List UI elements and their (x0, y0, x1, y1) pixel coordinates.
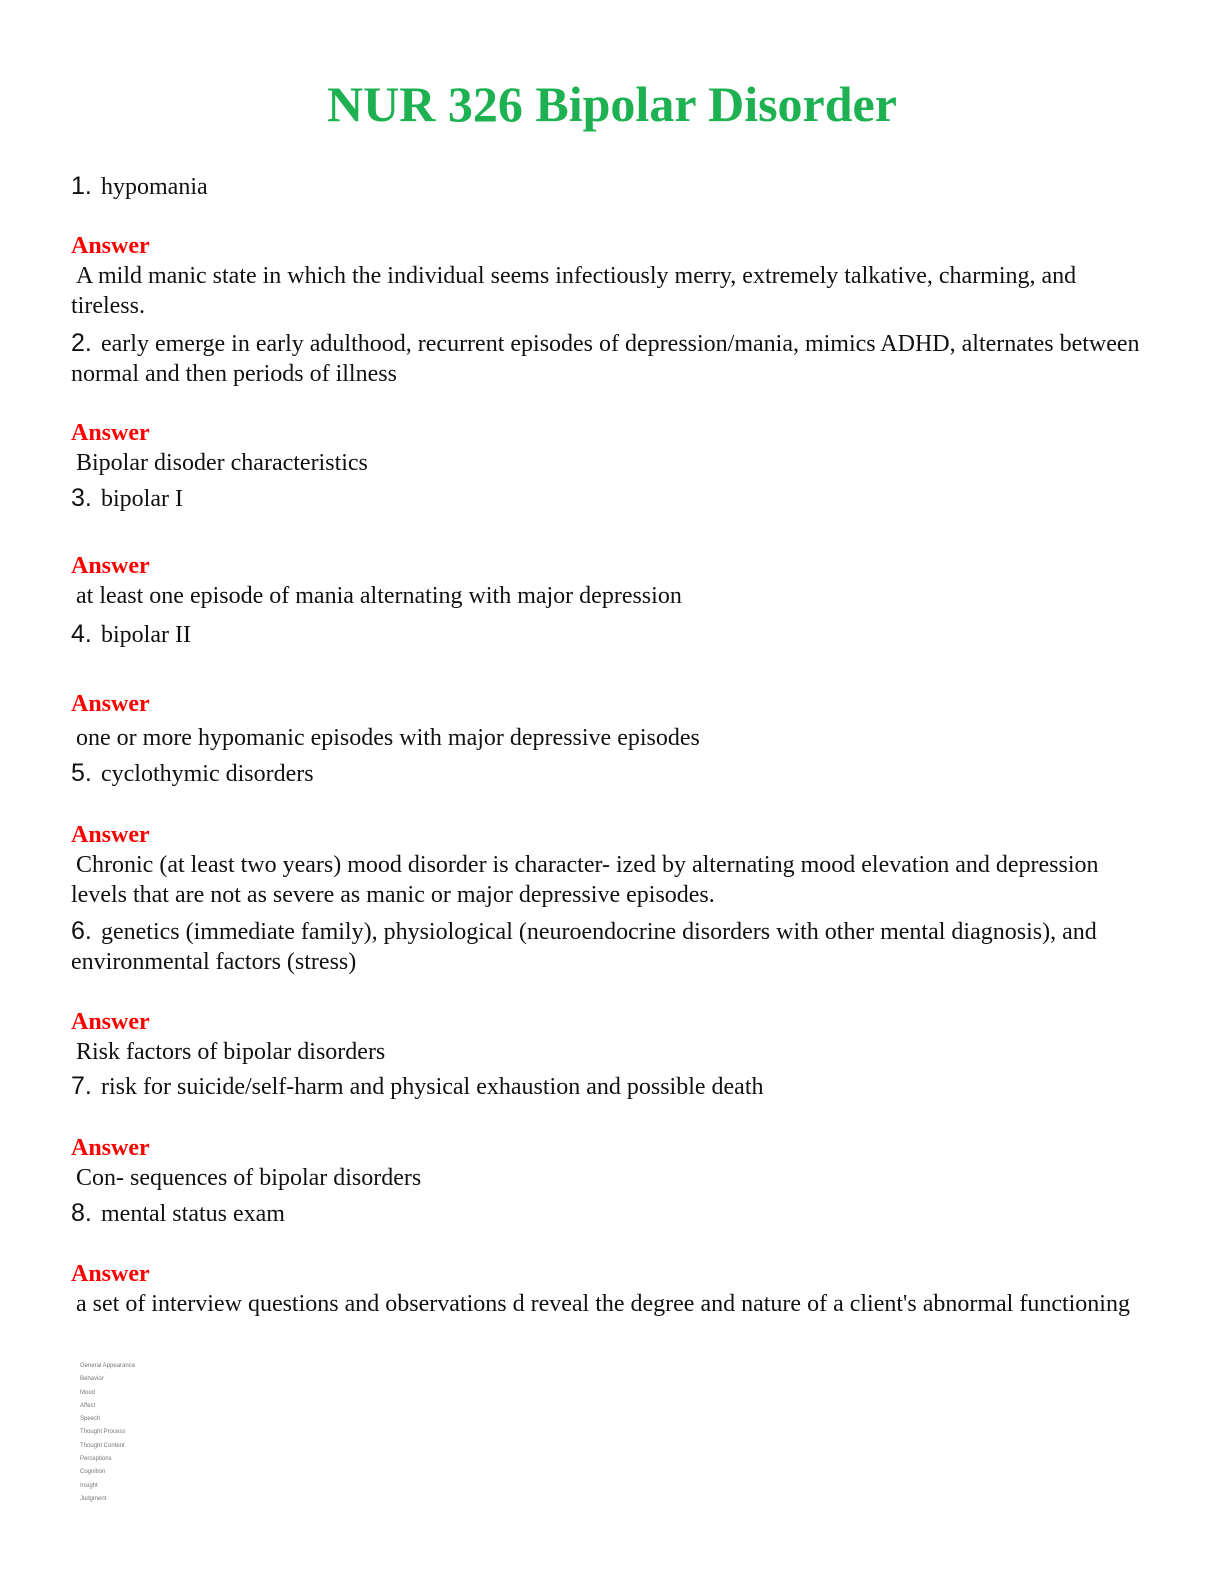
question-item-5 (71, 758, 1141, 789)
mental-status-exam-figure (80, 1360, 170, 1506)
figure-list-item: Judgment (80, 1495, 107, 1502)
question-number: 3. (71, 484, 92, 512)
question-number: 5. (71, 759, 92, 787)
answer-text: A mild manic state in which the individual seems infectiously merry, extremely talkative, charming, and tireless. (71, 263, 1077, 319)
question-item-6 (71, 916, 1141, 977)
question-text: hypomania (101, 174, 208, 200)
answer-item-4 (71, 689, 1141, 753)
question-item-1 (71, 171, 1141, 202)
answer-text: Risk factors of bipolar disorders (76, 1039, 386, 1065)
question-number: 7. (71, 1072, 92, 1100)
question-item-2 (71, 328, 1141, 389)
question-item-7 (71, 1071, 1141, 1102)
answer-label: Answer (71, 553, 150, 579)
answer-label: Answer (71, 822, 150, 848)
answer-text: Con- sequences of bipolar disorders (76, 1165, 422, 1191)
question-item-3 (71, 483, 1141, 514)
question-number: 6. (71, 917, 92, 945)
answer-label: Answer (71, 1135, 150, 1161)
page-title: NUR 326 Bipolar Disorder (327, 76, 897, 132)
answer-item-1 (71, 231, 1141, 321)
answer-label: Answer (71, 1261, 150, 1287)
question-number: 4. (71, 620, 92, 648)
figure-list-item: Mood (80, 1389, 96, 1396)
answer-text: Chronic (at least two years) mood disorder is character- ized by alternating mood elevation and depression levels that are not as severe as manic or major depressive episodes. (71, 852, 1099, 908)
answer-text: Bipolar disoder characteristics (76, 450, 368, 476)
answer-item-2 (71, 418, 1141, 478)
answer-text: one or more hypomanic episodes with major depressive episodes (76, 725, 700, 751)
answer-item-6 (71, 1007, 1141, 1067)
figure-list-item: Perceptions (80, 1456, 112, 1463)
question-number: 2. (71, 329, 92, 357)
question-text: early emerge in early adulthood, recurrent episodes of depression/mania, mimics ADHD, alternates between normal and then periods of illness (71, 331, 1140, 387)
question-item-4 (71, 619, 1141, 650)
answer-label: Answer (71, 691, 150, 717)
figure-list-item: Speech (80, 1416, 101, 1423)
question-text: genetics (immediate family), physiological (neuroendocrine disorders with other mental diagnosis), and environmental factors (stress) (71, 919, 1097, 975)
figure-list-item: Behavior (80, 1376, 104, 1383)
question-text: bipolar I (101, 486, 183, 512)
question-number: 8. (71, 1199, 92, 1227)
answer-label: Answer (71, 1009, 150, 1035)
answer-item-5 (71, 820, 1141, 910)
question-text: bipolar II (101, 622, 191, 648)
question-item-8 (71, 1198, 1141, 1229)
figure-list-item: Thought Content (80, 1442, 125, 1449)
answer-item-3 (71, 551, 1141, 611)
answer-text: a set of interview questions and observations d reveal the degree and nature of a client's abnormal functioning (76, 1291, 1130, 1317)
figure-list-item: Affect (80, 1402, 96, 1409)
figure-list-item: Thought Process (80, 1429, 126, 1436)
answer-label: Answer (71, 420, 150, 446)
figure-list-item: General Appearance (80, 1363, 136, 1369)
question-text: risk for suicide/self-harm and physical exhaustion and possible death (101, 1074, 764, 1100)
question-text: cyclothymic disorders (101, 761, 314, 787)
figure-list-item: Insight (80, 1482, 98, 1489)
question-text: mental status exam (101, 1201, 285, 1227)
answer-label: Answer (71, 233, 150, 259)
answer-item-8 (71, 1259, 1141, 1319)
answer-item-7 (71, 1133, 1141, 1193)
question-number: 1. (71, 172, 92, 200)
answer-text: at least one episode of mania alternating with major depression (76, 583, 682, 609)
figure-list-item: Cognition (80, 1469, 106, 1476)
